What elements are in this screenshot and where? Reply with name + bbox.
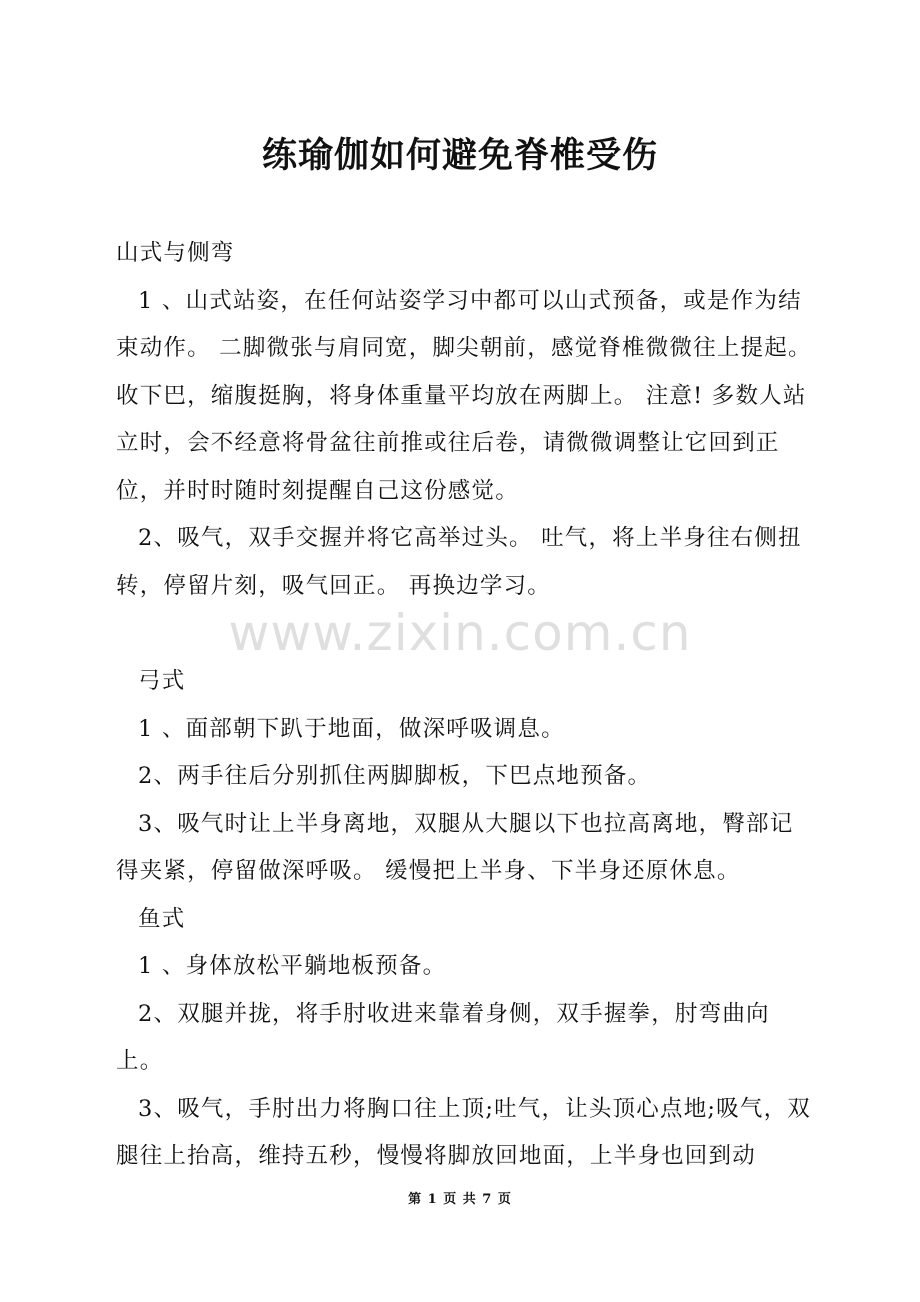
watermark: www.zixin.com.cn — [228, 604, 692, 662]
paragraph: 1 、山式站姿，在任何站姿学习中都可以山式预备，或是作为结束动作。 二脚微张与肩同宽，脚尖朝前，感觉脊椎微微往上提起。 收下巴，缩腹挺胸，将身体重量平均放在两脚上。 注意! 多数人站立时，会不经意将骨盆往前推或往后卷，请微微调整让它回到正位，并时时随时刻提醒自己这份感觉。 — [116, 287, 812, 504]
page-number-footer: 第 1 页 共 7 页 — [408, 1192, 512, 1207]
paragraph: 3、吸气时让上半身离地，双腿从大腿以下也拉高离地，臀部记得夹紧，停留做深呼吸。 缓慢把上半身、下半身还原休息。 — [116, 810, 794, 884]
paragraph: 2、双腿并拢，将手肘收进来靠着身侧，双手握拳，肘弯曲向上。 — [116, 1000, 770, 1074]
paragraph: 3、吸气，手肘出力将胸口往上顶;吐气，让头顶心点地;吸气，双腿往上抬高，维持五秒，慢慢将脚放回地面，上半身也回到动 — [116, 1095, 811, 1169]
section-gap — [116, 610, 816, 658]
section-heading-fish-pose: 鱼式 — [138, 905, 186, 932]
document-body — [116, 230, 816, 1181]
paragraph: 1 、面部朝下趴于地面，做深呼吸调息。 — [138, 715, 565, 742]
section-heading-bow-pose: 弓式 — [138, 668, 186, 694]
paragraph: 1 、身体放松平躺地板预备。 — [138, 953, 447, 979]
paragraph: 2、两手往后分别抓住两脚脚板，下巴点地预备。 — [138, 763, 652, 789]
section-heading-mountain-pose: 山式与侧弯 — [116, 240, 235, 266]
document-title: 练瑜伽如何避免脊椎受伤 — [261, 135, 658, 176]
paragraph: 2、吸气，双手交握并将它高举过头。 吐气，将上半身往右侧扭转，停留片刻，吸气回正。 再换边学习。 — [116, 525, 802, 599]
